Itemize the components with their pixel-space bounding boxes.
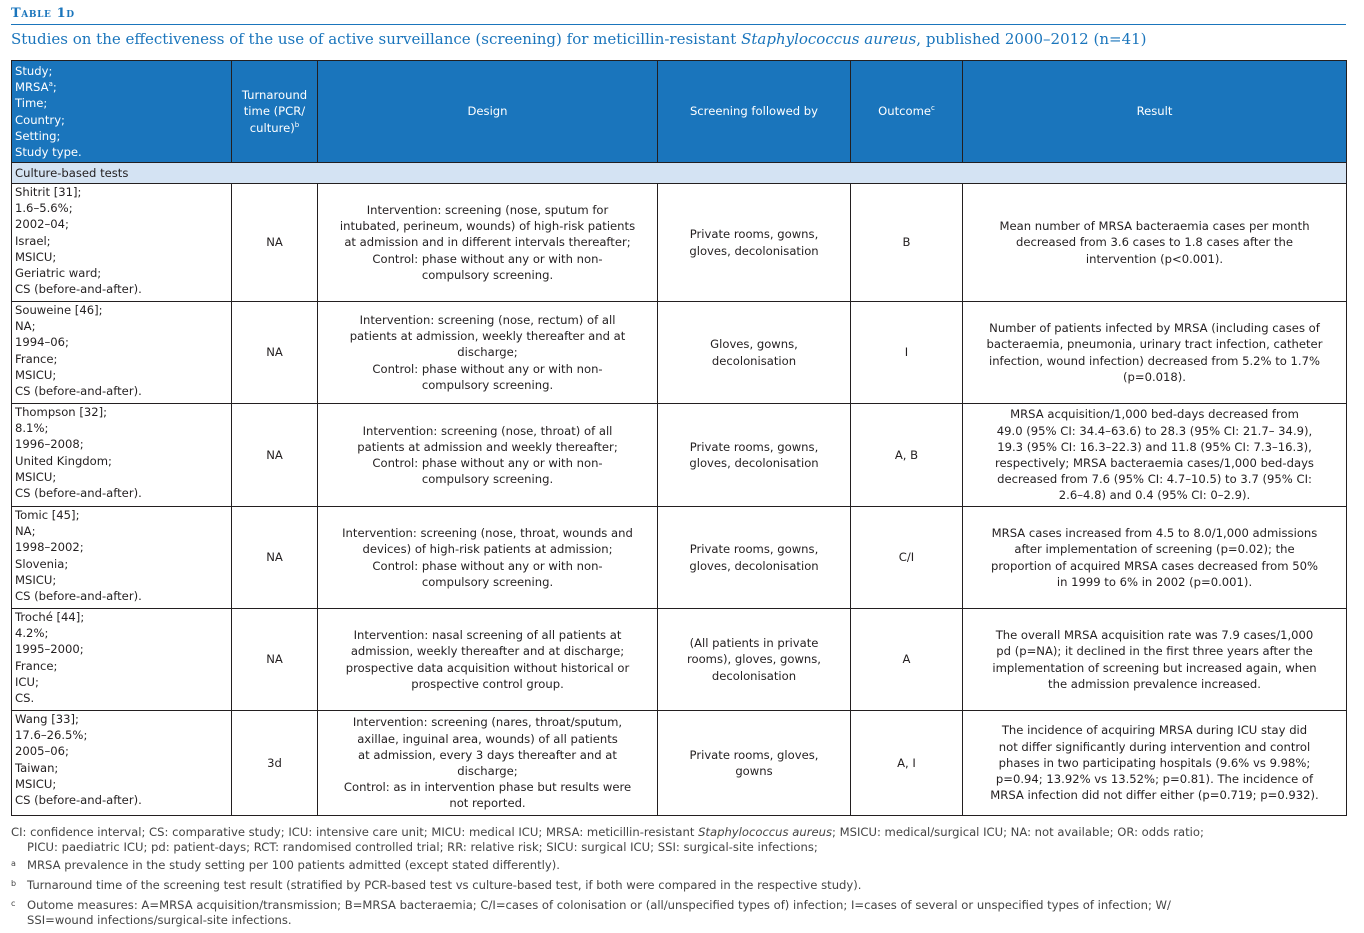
screening-cell	[658, 184, 851, 302]
study-cell	[12, 609, 232, 711]
result-cell	[963, 609, 1347, 711]
study-cell	[12, 507, 232, 609]
table-label: Table 1d	[11, 6, 75, 21]
study-cell-line: Geriatric ward;	[15, 266, 102, 281]
screening-cell	[658, 711, 851, 816]
result-cell	[963, 302, 1347, 404]
design-cell-line: prospective control group.	[411, 676, 564, 691]
outcome-cell: A, I	[851, 711, 963, 816]
design-cell-line: discharge;	[457, 345, 518, 360]
study-cell-line: Shitrit [31];	[15, 185, 82, 199]
result-cell-line: 49.0 (95% CI: 34.4–63.6) to 28.3 (95% CI: 21.7– 34.9),	[996, 423, 1313, 438]
study-cell-line: CS (before-and-after).	[15, 486, 142, 501]
turnaround-cell: NA	[232, 184, 318, 302]
result-cell-line: (p=0.018).	[1123, 369, 1186, 384]
study-cell-line: MSICU;	[15, 572, 57, 587]
design-cell-line: Control: phase without any or with non-	[372, 558, 603, 573]
design-cell	[318, 302, 658, 404]
result-cell-line: infection, wound infection) decreased from 5.2% to 1.7%	[988, 353, 1321, 368]
outcome-cell: A	[851, 609, 963, 711]
studies-table	[11, 60, 1347, 816]
result-cell-line: The overall MRSA acquisition rate was 7.9 cases/1,000	[995, 628, 1314, 643]
design-cell-line: at admission and in different intervals thereafter;	[344, 235, 631, 250]
header-study-line: Time;	[15, 96, 48, 111]
design-cell-line: admission, weekly thereafter and at discharge;	[350, 644, 625, 659]
design-cell-line: not reported.	[449, 796, 526, 811]
result-cell-line: MRSA infection did not differ either (p=0.719; p=0.932).	[990, 788, 1319, 803]
study-cell-line: CS (before-and-after).	[15, 589, 142, 604]
study-cell-line: NA;	[15, 524, 36, 539]
table-row	[12, 302, 1347, 404]
design-cell-line: discharge;	[457, 764, 518, 778]
study-cell-line: CS (before-and-after).	[15, 384, 142, 399]
header-study-line: Study;	[15, 64, 53, 78]
screening-cell-line: Private rooms, gowns,	[689, 542, 819, 557]
turnaround-cell: NA	[232, 404, 318, 507]
result-cell-line: The incidence of acquiring MRSA during ICU stay did	[1001, 723, 1308, 738]
header-study-line: MRSA$^a$;	[15, 80, 57, 95]
study-cell-line: 1996–2008;	[15, 437, 84, 452]
design-cell-line: Control: phase without any or with non-	[372, 456, 603, 470]
study-cell-line: 4.2%;	[15, 626, 49, 641]
result-cell-line: after implementation of screening (p=0.02); the	[1014, 542, 1295, 557]
table-row	[12, 711, 1347, 816]
design-cell-line: compulsory screening.	[421, 574, 554, 589]
footnote-mark-a: a	[48, 80, 53, 89]
study-cell-line: Taiwan;	[15, 760, 59, 775]
design-cell-line: compulsory screening.	[421, 267, 554, 282]
header-study-line: Study type.	[15, 145, 82, 160]
screening-cell-line: gloves, decolonisation	[689, 558, 819, 573]
result-cell-line: decreased from 7.6 (95% CI: 4.7–10.5) to 3.7 (95% CI:	[997, 472, 1312, 487]
table-row	[12, 609, 1347, 711]
study-cell	[12, 184, 232, 302]
design-cell-line: patients at admission, weekly thereafter and at	[349, 329, 626, 344]
header-outcome: Outcome$^c$	[851, 61, 963, 163]
study-cell-line: CS (before-and-after).	[15, 282, 142, 297]
title-text: Studies on the effectiveness of the use of active surveillance (screening) for meticillin-resistant	[11, 30, 742, 48]
result-cell-line: proportion of acquired MRSA cases decreased from 50%	[991, 558, 1318, 573]
study-cell-line: Slovenia;	[15, 556, 69, 571]
header-study	[12, 61, 232, 163]
footnote-c: c Outome measures: A=MRSA acquisition/transmission; B=MRSA bacteraemia; C/I=cases of colonisation or (all/unspecified types of) infection; I=cases of several or unspecified types of infection; W/ SSI=wound infections/surgical-site infections.	[11, 898, 1171, 927]
turnaround-cell: NA	[232, 507, 318, 609]
study-cell-line: MSICU;	[15, 469, 57, 484]
study-cell-line: Troché [44];	[15, 610, 85, 624]
outcome-cell: C/I	[851, 507, 963, 609]
study-cell-line: 17.6–26.5%;	[15, 728, 88, 743]
abbreviations	[11, 825, 1346, 854]
result-cell-line: Mean number of MRSA bacteraemia cases per month	[999, 219, 1310, 234]
result-cell-line: 19.3 (95% CI: 16.3–22.3) and 11.8 (95% CI: 7.3–16.3),	[997, 439, 1312, 454]
result-cell	[963, 507, 1347, 609]
header-design: Design	[318, 61, 658, 163]
study-cell-line: MSICU;	[15, 776, 57, 791]
study-cell-line: 1.6–5.6%;	[15, 201, 73, 216]
table-row	[12, 507, 1347, 609]
header-result: Result	[963, 61, 1347, 163]
study-cell-line: Israel;	[15, 233, 51, 248]
design-cell-line: Intervention: screening (nose, throat, wounds and	[342, 526, 633, 541]
footnote-b: b Turnaround time of the screening test result (stratified by PCR-based test vs culture-based test, if both were compared in the respective study).	[11, 878, 862, 892]
design-cell	[318, 184, 658, 302]
study-cell-line: 2005–06;	[15, 744, 69, 759]
result-cell-line: bacteraemia, pneumonia, urinary tract infection, catheter	[986, 337, 1323, 352]
design-cell-line: patients at admission and weekly thereafter;	[357, 439, 618, 454]
screening-cell-line: (All patients in private	[689, 636, 819, 651]
study-cell	[12, 711, 232, 816]
screening-cell-line: gowns	[735, 764, 773, 778]
screening-cell-line: gloves, decolonisation	[689, 456, 819, 470]
table-row	[12, 184, 1347, 302]
result-cell-line: Number of patients infected by MRSA (including cases of	[989, 321, 1320, 336]
screening-cell-line: gloves, decolonisation	[689, 243, 819, 258]
screening-cell-line: decolonisation	[711, 668, 797, 683]
screening-cell-line: Private rooms, gowns,	[689, 227, 819, 242]
study-cell-line: France;	[15, 658, 58, 673]
study-cell-line: 2002–04;	[15, 217, 69, 232]
result-cell-line: p=0.94; 13.92% vs 13.52%; p=0.81). The incidence of	[995, 772, 1314, 787]
turnaround-cell: NA	[232, 302, 318, 404]
result-cell-line: phases in two participating hospitals (9.6% vs 9.98%;	[998, 755, 1311, 770]
table-title	[11, 30, 1147, 48]
study-cell-line: 1994–06;	[15, 335, 69, 350]
section-label: Culture-based tests	[12, 163, 1347, 184]
header-study-line: Setting;	[15, 128, 61, 143]
table-row	[12, 404, 1347, 507]
study-cell-line: Tomic [45];	[15, 508, 80, 522]
header-row	[12, 61, 1347, 163]
screening-cell-line: Private rooms, gloves,	[689, 747, 819, 762]
design-cell-line: prospective data acquisition without historical or	[345, 660, 630, 675]
turnaround-cell: 3d	[232, 711, 318, 816]
design-cell	[318, 711, 658, 816]
design-cell-line: Intervention: nasal screening of all patients at	[353, 628, 622, 643]
result-cell	[963, 184, 1347, 302]
result-cell-line: intervention (p<0.001).	[1085, 251, 1224, 266]
design-cell-line: axillae, inguinal area, wounds) of all patients	[357, 731, 618, 746]
design-cell-line: Control: phase without any or with non-	[372, 361, 603, 376]
footnote-mark-b: b	[294, 120, 300, 129]
study-cell-line: 8.1%;	[15, 421, 49, 436]
study-cell-line: CS.	[15, 691, 35, 706]
title-rule	[11, 24, 1346, 25]
screening-cell	[658, 404, 851, 507]
study-cell-line: MSICU;	[15, 249, 57, 264]
result-cell-line: MRSA cases increased from 4.5 to 8.0/1,000 admissions	[991, 526, 1318, 541]
result-cell-line: pd (p=NA); it declined in the first three years after the	[996, 644, 1313, 659]
result-cell	[963, 711, 1347, 816]
title-text-end: , published 2000–2012 (n=41)	[916, 30, 1147, 48]
study-cell-line: CS (before-and-after).	[15, 793, 142, 808]
design-cell	[318, 404, 658, 507]
screening-cell	[658, 507, 851, 609]
study-cell-line: MSICU;	[15, 367, 57, 382]
design-cell-line: devices) of high-risk patients at admission;	[362, 542, 613, 557]
outcome-cell: B	[851, 184, 963, 302]
study-cell-line: ICU;	[15, 674, 39, 689]
design-cell-line: intubated, perineum, wounds) of high-risk patients	[339, 219, 636, 234]
screening-cell-line: decolonisation	[711, 353, 797, 368]
footnote-mark-c: c	[931, 104, 935, 113]
result-cell-line: MRSA acquisition/1,000 bed-days decreased from	[1010, 407, 1299, 422]
abbrev-line-2: PICU: paediatric ICU; pd: patient-days; RCT: randomised controlled trial; RR: relative risk; SICU: surgical ICU; SSI: surgical-site infections;	[27, 839, 818, 854]
design-cell-line: compulsory screening.	[421, 377, 554, 392]
turnaround-cell: NA	[232, 609, 318, 711]
result-cell-line: in 1999 to 6% in 2002 (p=0.001).	[1056, 574, 1253, 589]
design-cell-line: compulsory screening.	[421, 472, 554, 487]
study-cell-line: 1995–2000;	[15, 642, 84, 657]
outcome-cell: I	[851, 302, 963, 404]
footnote-a: a MRSA prevalence in the study setting per 100 patients admitted (except stated differently).	[11, 858, 560, 872]
study-cell-line: United Kingdom;	[15, 453, 112, 468]
study-cell-line: France;	[15, 351, 58, 366]
screening-cell-line: Gloves, gowns,	[710, 337, 798, 352]
header-study-line: Country;	[15, 112, 65, 127]
result-cell-line: the admission prevalence increased.	[1048, 676, 1261, 691]
screening-cell	[658, 609, 851, 711]
design-cell	[318, 507, 658, 609]
screening-cell-line: rooms), gloves, gowns,	[686, 652, 821, 667]
result-cell-line: implementation of screening but increased again, when	[992, 660, 1317, 675]
study-cell-line: Souweine [46];	[15, 303, 103, 317]
screening-cell-line: Private rooms, gowns,	[689, 439, 819, 454]
design-cell	[318, 609, 658, 711]
header-screening: Screening followed by	[658, 61, 851, 163]
study-cell-line: NA;	[15, 319, 36, 334]
result-cell-line: 2.6–4.8) and 0.4 (95% CI: 0–2.9).	[1058, 488, 1251, 503]
design-cell-line: Intervention: screening (nose, sputum for	[366, 202, 609, 217]
result-cell-line: respectively; MRSA bacteraemia cases/1,000 bed-days	[995, 456, 1314, 470]
design-cell-line: Intervention: screening (nose, rectum) of all	[359, 312, 616, 327]
design-cell-line: Intervention: screening (nose, throat) of all	[362, 423, 613, 438]
study-cell-line: 1998–2002;	[15, 540, 84, 555]
result-cell-line: decreased from 3.6 cases to 1.8 cases after the	[1016, 235, 1293, 250]
result-cell	[963, 404, 1347, 507]
outcome-cell: A, B	[851, 404, 963, 507]
section-row	[12, 163, 1347, 184]
study-cell	[12, 404, 232, 507]
design-cell-line: Control: phase without any or with non-	[372, 251, 603, 266]
study-cell-line: Wang [33];	[15, 712, 79, 726]
study-cell-line: Thompson [32];	[15, 405, 108, 419]
header-turnaround: Turnaround time (PCR/ culture)$^b$	[232, 61, 318, 163]
design-cell-line: Control: as in intervention phase but results were	[343, 780, 632, 795]
design-cell-line: at admission, every 3 days thereafter and at	[358, 747, 617, 762]
abbrev-line-1: CI: confidence interval; CS: comparative study; ICU: intensive care unit; MICU: medical ICU; MRSA: meticillin-resistant Staphylococcus aureus; MSICU: medical/surgical ICU; NA: not available; OR: odds ratio;	[11, 825, 1204, 839]
title-species: Staphylococcus aureus	[741, 30, 917, 48]
result-cell-line: not differ significantly during intervention and control	[998, 739, 1311, 754]
design-cell-line: Intervention: screening (nares, throat/sputum,	[352, 715, 623, 730]
study-cell	[12, 302, 232, 404]
screening-cell	[658, 302, 851, 404]
